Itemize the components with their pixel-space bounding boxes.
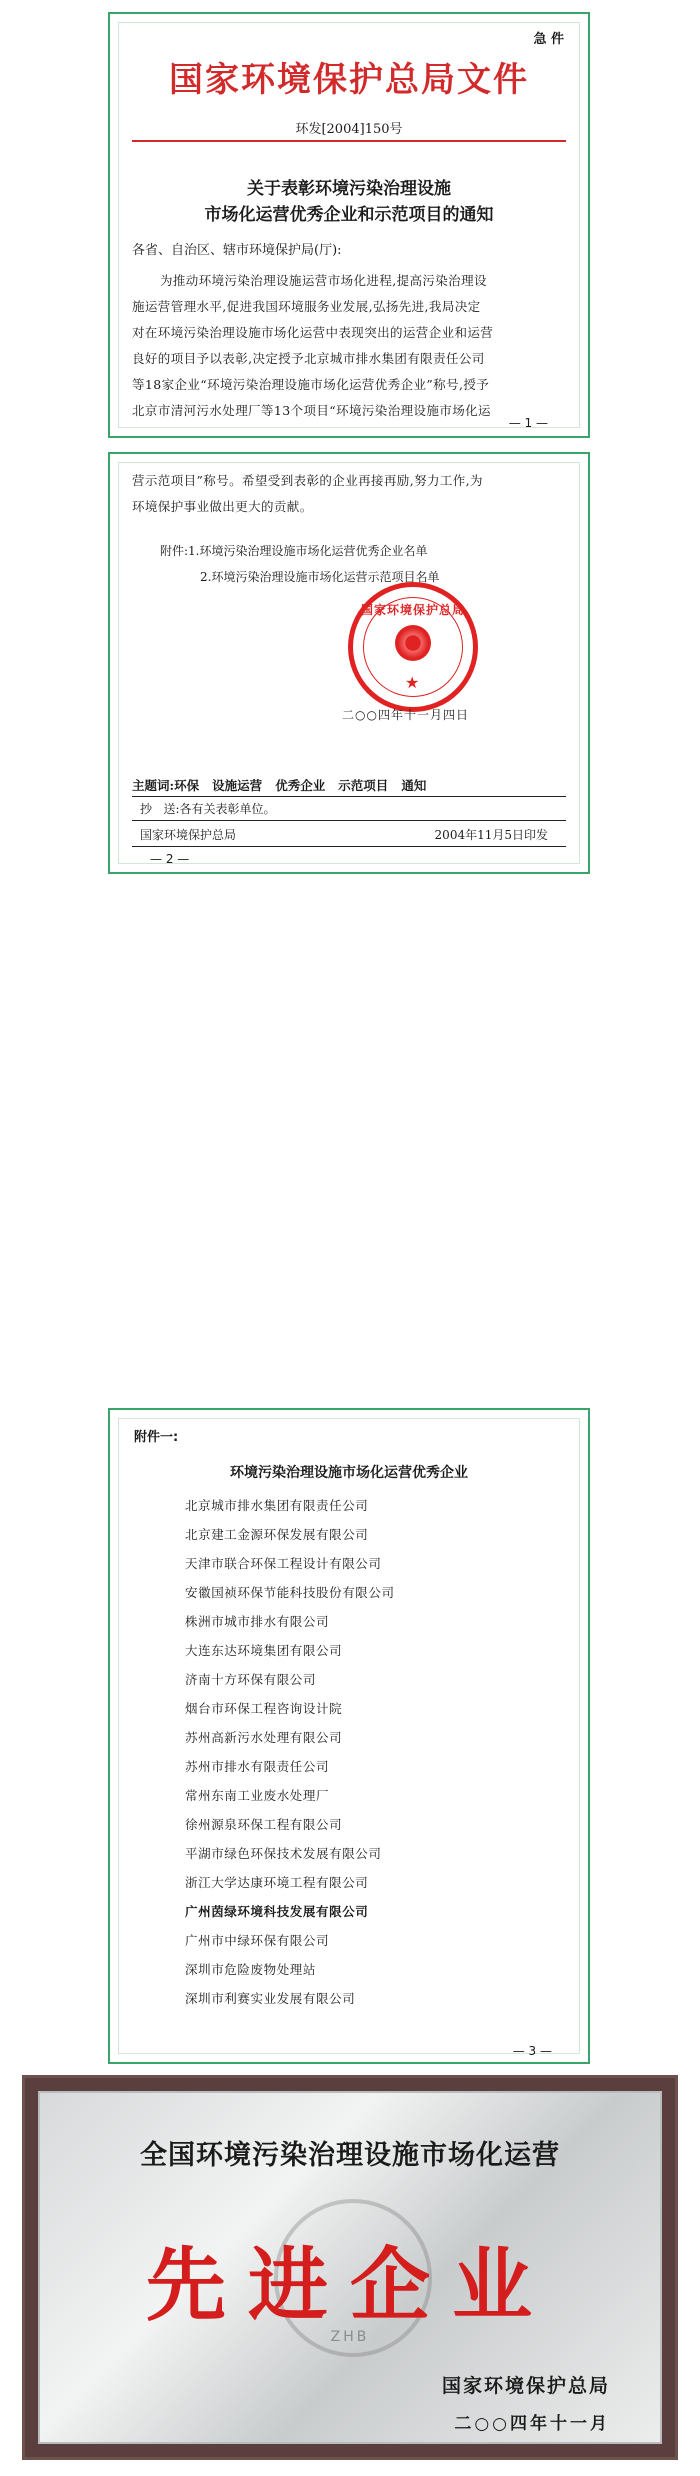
national-emblem-icon [395, 625, 431, 661]
attachment-item: 2.环境污染治理设施市场化运营示范项目名单 [200, 570, 440, 584]
company-list-item: 安徽国祯环保节能科技股份有限公司 [185, 1585, 395, 1600]
body-line: 施运营管理水平,促进我国环境服务业发展,弘扬先进,我局决定 [132, 299, 481, 314]
body-line: 对在环境污染治理设施市场化运营中表现突出的运营企业和运营 [132, 325, 494, 340]
plaque-face [38, 2091, 662, 2444]
page-number: — 2 — [150, 852, 190, 866]
company-list-item: 北京城市排水集团有限责任公司 [185, 1498, 369, 1513]
plaque-award-title: 先进企业 [146, 2238, 554, 2332]
body-line: 北京市清河污水处理厂等13个项目“环境污染治理设施市场化运 [132, 403, 491, 418]
divider [132, 820, 566, 821]
company-list-item: 苏州高新污水处理有限公司 [185, 1730, 343, 1745]
cc-line: 抄 送:各有关表彰单位。 [140, 802, 276, 816]
plaque-headline: 全国环境污染治理设施市场化运营 [140, 2140, 560, 2171]
attachment-label: 附件一: [134, 1430, 179, 1445]
plaque-date: 二○○四年十一月 [454, 2414, 610, 2434]
company-list-item: 徐州源泉环保工程有限公司 [185, 1817, 343, 1832]
company-list-item: 浙江大学达康环境工程有限公司 [185, 1875, 369, 1890]
company-list-item: 济南十方环保有限公司 [185, 1672, 317, 1687]
award-plaque [22, 2075, 678, 2460]
company-list-item: 广州市中绿环保有限公司 [185, 1933, 330, 1948]
document-page-3 [108, 1408, 590, 2064]
plaque-emblem-text: ZHB [330, 2329, 370, 2345]
header-title: 国家环境保护总局文件 [169, 60, 529, 100]
company-list-item: 株洲市城市排水有限公司 [185, 1614, 330, 1629]
company-list-item: 天津市联合环保工程设计有限公司 [185, 1556, 382, 1571]
company-list-item: 北京建工金源环保发展有限公司 [185, 1527, 369, 1542]
divider [132, 846, 566, 847]
issuer: 国家环境保护总局 [140, 828, 237, 842]
divider [132, 796, 566, 797]
body-line: 良好的项目予以表彰,决定授予北京城市排水集团有限责任公司 [132, 351, 485, 366]
keywords: 主题词:环保 设施运营 优秀企业 示范项目 通知 [132, 778, 427, 793]
page-number: — 1 — [508, 416, 548, 430]
company-list-item: 烟台市环保工程咨询设计院 [185, 1701, 343, 1716]
seal-star-icon: ★ [405, 673, 420, 692]
addressee: 各省、自治区、辖市环境保护局(厅): [132, 243, 342, 258]
company-list-item: 深圳市利赛实业发展有限公司 [185, 1991, 356, 2006]
official-seal [348, 582, 478, 712]
company-list-item: 常州东南工业废水处理厂 [185, 1788, 330, 1803]
attachment-item: 附件:1.环境污染治理设施市场化运营优秀企业名单 [160, 544, 428, 558]
company-list-item: 苏州市排水有限责任公司 [185, 1759, 330, 1774]
notice-title-line1: 关于表彰环境污染治理设施 [247, 179, 451, 199]
print-date: 2004年11月5日印发 [434, 828, 548, 842]
company-list-item: 广州茵绿环境科技发展有限公司 [185, 1904, 369, 1919]
body-line: 等18家企业“环境污染治理设施市场化运营优秀企业”称号,授予 [132, 377, 490, 392]
seal-text: 国家环境保护总局 [360, 603, 465, 617]
company-list-item: 深圳市危险废物处理站 [185, 1962, 317, 1977]
notice-title-line2: 市场化运营优秀企业和示范项目的通知 [204, 205, 494, 225]
company-list-item: 平湖市绿色环保技术发展有限公司 [185, 1846, 382, 1861]
document-page-1 [108, 12, 590, 438]
body-line: 环境保护事业做出更大的贡献。 [132, 499, 313, 514]
urgency-label: 急 件 [533, 32, 564, 47]
body-line: 为推动环境污染治理设施运营市场化进程,提高污染治理设 [160, 273, 487, 288]
attachment-title: 环境污染治理设施市场化运营优秀企业 [230, 1465, 468, 1481]
plaque-issuer: 国家环境保护总局 [441, 2375, 610, 2397]
body-line: 营示范项目”称号。希望受到表彰的企业再接再励,努力工作,为 [132, 473, 483, 488]
red-divider [132, 140, 566, 142]
sign-date: 二○○四年十一月四日 [342, 708, 469, 722]
document-page-2 [108, 452, 590, 874]
doc-number: 环发[2004]150号 [295, 122, 403, 137]
page-number: — 3 — [512, 2044, 552, 2058]
company-list-item: 大连东达环境集团有限公司 [185, 1643, 343, 1658]
